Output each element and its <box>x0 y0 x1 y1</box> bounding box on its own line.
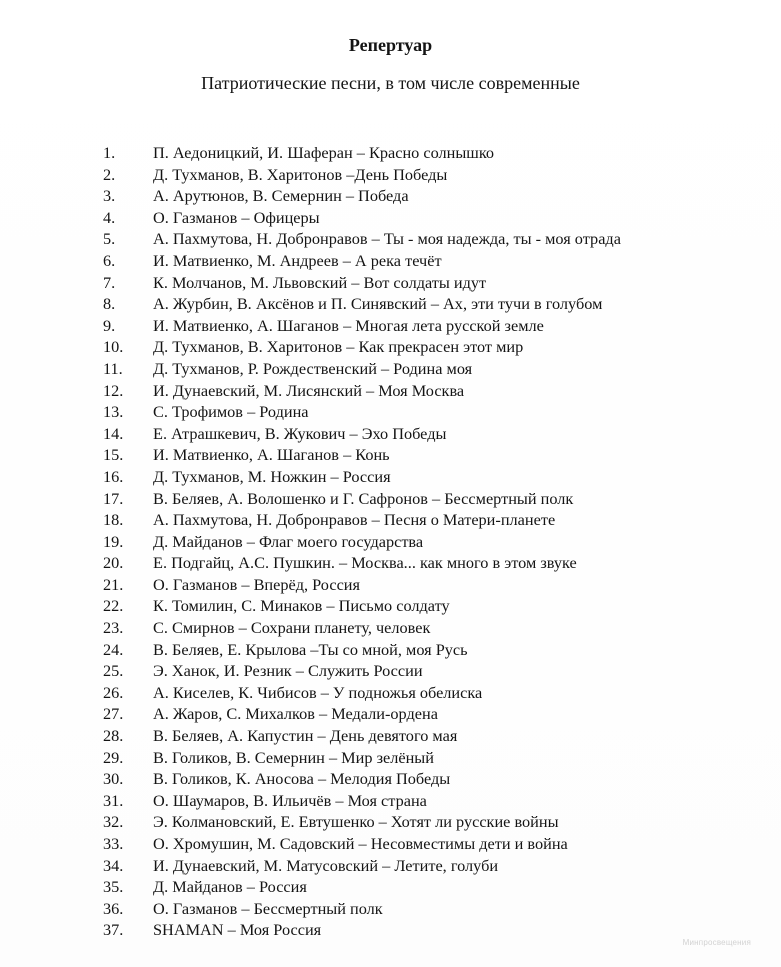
list-item-number: 15. <box>103 445 124 465</box>
list-item-number: 26. <box>103 682 124 702</box>
list-item-text: Д. Майданов – Россия <box>153 877 307 897</box>
list-item <box>0 142 781 164</box>
list-item-text: В. Беляев, Е. Крылова –Ты со мной, моя Русь <box>153 639 468 659</box>
list-item-text: А. Киселев, К. Чибисов – У подножья обелиска <box>153 682 483 702</box>
list-item-text: Д. Тухманов, В. Харитонов – Как прекрасен этот мир <box>153 337 524 357</box>
list-item <box>0 509 781 531</box>
document-subtitle: Патриотические песни, в том числе современные <box>201 73 580 93</box>
list-item-number: 5. <box>103 229 116 249</box>
list-item-number: 20. <box>103 553 124 573</box>
list-item-text: Д. Майданов – Флаг моего государства <box>153 531 424 551</box>
list-item-number: 14. <box>103 423 124 443</box>
list-item <box>0 682 781 704</box>
list-item-text: И. Дунаевский, М. Лисянский – Моя Москва <box>153 380 465 400</box>
list-item-text: Д. Тухманов, М. Ножкин – Россия <box>153 466 391 486</box>
list-item <box>0 293 781 315</box>
list-item-number: 29. <box>103 747 124 767</box>
list-item-text: О. Хромушин, М. Садовский – Несовместимы дети и война <box>153 834 568 853</box>
list-item-text: Д. Тухманов, Р. Рождественский – Родина моя <box>153 358 473 378</box>
list-item-number: 27. <box>103 704 124 724</box>
list-item <box>0 919 781 941</box>
list-item-text: А. Пахмутова, Н. Добронравов – Ты - моя надежда, ты - моя отрада <box>153 229 621 249</box>
list-item-text: О. Газманов – Бессмертный полк <box>153 898 383 918</box>
list-item-number: 32. <box>103 812 124 832</box>
list-item-number: 21. <box>103 574 124 594</box>
list-item <box>0 747 781 769</box>
list-item-number: 24. <box>103 639 124 659</box>
list-item-text: С. Трофимов – Родина <box>153 402 309 422</box>
list-item <box>0 336 781 358</box>
list-item-text: В. Беляев, А. Волошенко и Г. Сафронов – Бессмертный полк <box>153 488 574 508</box>
list-item <box>0 876 781 898</box>
list-item-number: 33. <box>103 834 124 853</box>
list-item-text: И. Дунаевский, М. Матусовский – Летите, голуби <box>153 855 499 875</box>
list-item-number: 31. <box>103 790 124 810</box>
song-list <box>0 142 781 941</box>
list-item-text: В. Голиков, К. Аносова – Мелодия Победы <box>153 769 451 789</box>
list-item-number: 25. <box>103 661 124 681</box>
list-item-text: П. Аедоницкий, И. Шаферан – Красно солнышко <box>153 143 495 162</box>
list-item <box>0 423 781 445</box>
list-item <box>0 790 781 812</box>
list-item-text: SHAMAN – Моя Россия <box>153 920 322 940</box>
list-item-number: 18. <box>103 510 124 530</box>
list-item-number: 10. <box>103 337 124 357</box>
list-item <box>0 488 781 510</box>
list-item <box>0 639 781 661</box>
list-item-text: В. Голиков, В. Семернин – Мир зелёный <box>153 747 434 767</box>
list-item <box>0 466 781 488</box>
list-item <box>0 898 781 920</box>
list-item <box>0 855 781 877</box>
list-item-number: 37. <box>103 920 124 940</box>
watermark: Минпросвещения <box>682 938 751 947</box>
list-item-number: 6. <box>103 250 116 270</box>
list-item-number: 1. <box>103 143 116 162</box>
list-item-text: Е. Атрашкевич, В. Жукович – Эхо Победы <box>153 423 447 443</box>
list-item-text: С. Смирнов – Сохрани планету, человек <box>153 618 431 638</box>
list-item-number: 30. <box>103 769 124 789</box>
list-item-number: 22. <box>103 596 124 616</box>
list-item <box>0 401 781 423</box>
list-item-number: 2. <box>103 164 116 184</box>
list-item-text: А. Журбин, В. Аксёнов и П. Синявский – Ах, эти тучи в голубом <box>153 294 603 314</box>
list-item <box>0 164 781 186</box>
list-item <box>0 595 781 617</box>
list-item <box>0 811 781 833</box>
list-item <box>0 833 781 855</box>
list-item-text: А. Жаров, С. Михалков – Медали-ордена <box>153 704 438 724</box>
list-item-text: О. Газманов – Офицеры <box>153 207 320 227</box>
list-item-number: 13. <box>103 402 124 422</box>
list-item-text: И. Матвиенко, А. Шаганов – Многая лета русской земле <box>153 315 544 335</box>
document-title: Репертуар <box>348 35 433 55</box>
list-item-text: А. Арутюнов, В. Семернин – Победа <box>153 186 409 206</box>
list-item <box>0 250 781 272</box>
list-item-number: 4. <box>103 207 116 227</box>
list-item-number: 3. <box>103 186 116 206</box>
list-item <box>0 660 781 682</box>
list-item-number: 8. <box>103 294 116 314</box>
list-item-text: Э. Колмановский, Е. Евтушенко – Хотят ли русские войны <box>153 812 559 832</box>
list-item-text: О. Шаумаров, В. Ильичёв – Моя страна <box>153 790 427 810</box>
list-item <box>0 617 781 639</box>
list-item-text: О. Газманов – Вперёд, Россия <box>153 574 361 594</box>
list-item <box>0 358 781 380</box>
list-item-text: Д. Тухманов, В. Харитонов –День Победы <box>153 164 448 184</box>
list-item <box>0 380 781 402</box>
list-item <box>0 444 781 466</box>
list-item <box>0 531 781 553</box>
list-item <box>0 207 781 229</box>
list-item-number: 12. <box>103 380 124 400</box>
list-item <box>0 725 781 747</box>
list-item <box>0 703 781 725</box>
list-item-number: 35. <box>103 877 124 897</box>
list-item-text: К. Молчанов, М. Львовский – Вот солдаты идут <box>153 272 487 292</box>
list-item <box>0 315 781 337</box>
list-item <box>0 228 781 250</box>
list-item <box>0 768 781 790</box>
list-item-number: 19. <box>103 531 124 551</box>
list-item <box>0 574 781 596</box>
list-item-text: Э. Ханок, И. Резник – Служить России <box>153 661 423 681</box>
list-item-number: 36. <box>103 898 124 918</box>
list-item <box>0 272 781 294</box>
list-item-number: 11. <box>103 358 123 378</box>
list-item-text: А. Пахмутова, Н. Добронравов – Песня о Матери-планете <box>153 510 556 530</box>
list-item <box>0 552 781 574</box>
list-item-text: К. Томилин, С. Минаков – Письмо солдату <box>153 596 450 616</box>
list-item-number: 9. <box>103 315 116 335</box>
list-item-number: 34. <box>103 855 124 875</box>
list-item-number: 23. <box>103 618 124 638</box>
list-item-number: 17. <box>103 488 124 508</box>
list-item <box>0 185 781 207</box>
list-item-text: И. Матвиенко, А. Шаганов – Конь <box>153 445 390 465</box>
list-item-text: Е. Подгайц, А.С. Пушкин. – Москва... как много в этом звуке <box>153 553 577 573</box>
list-item-number: 16. <box>103 466 124 486</box>
list-item-number: 7. <box>103 272 116 292</box>
list-item-number: 28. <box>103 726 124 746</box>
list-item-text: И. Матвиенко, М. Андреев – А река течёт <box>153 250 442 270</box>
list-item-text: В. Беляев, А. Капустин – День девятого мая <box>153 726 458 746</box>
